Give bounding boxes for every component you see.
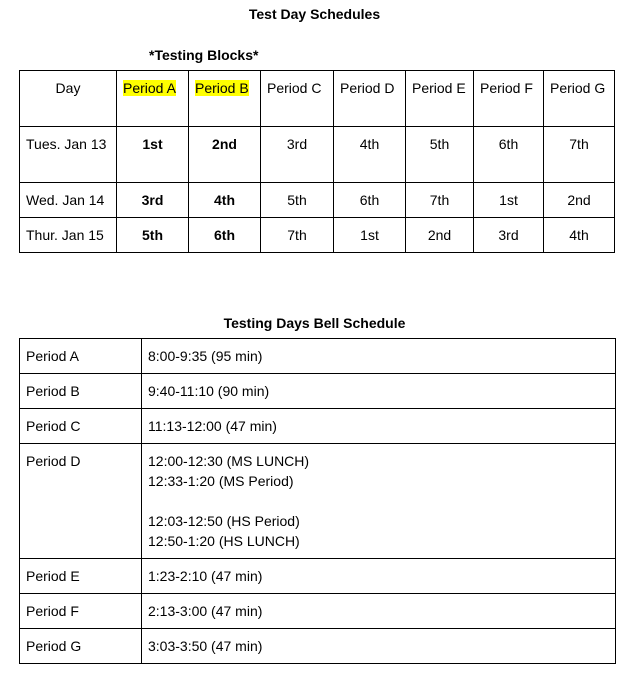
cell: 2nd — [406, 218, 474, 253]
cell: 6th — [334, 183, 406, 218]
table-row — [20, 559, 616, 594]
day-cell: Tues. Jan 13 — [20, 127, 117, 183]
testing-blocks-table — [19, 70, 615, 253]
table-row — [20, 374, 616, 409]
table-row — [20, 183, 615, 218]
time-cell — [142, 444, 616, 559]
time-cell: 3:03-3:50 (47 min) — [142, 629, 616, 664]
cell: 4th — [334, 127, 406, 183]
table-row — [20, 409, 616, 444]
cell: 1st — [117, 127, 189, 183]
table-row — [20, 594, 616, 629]
cell: 6th — [189, 218, 261, 253]
cell: 4th — [189, 183, 261, 218]
cell: 3rd — [261, 127, 334, 183]
table-row — [20, 218, 615, 253]
line-gap — [148, 491, 609, 511]
period-cell: Period F — [20, 594, 142, 629]
period-cell: Period G — [20, 629, 142, 664]
cell: 1st — [334, 218, 406, 253]
header-day — [20, 71, 117, 127]
header-period-c: Period C — [261, 71, 334, 127]
testing-blocks-subtitle: *Testing Blocks* — [149, 47, 259, 63]
header-day-label: Day — [55, 80, 81, 96]
table-header-row — [20, 71, 615, 127]
table-row — [20, 339, 616, 374]
period-cell: Period D — [20, 444, 142, 559]
period-cell: Period B — [20, 374, 142, 409]
cell: 5th — [117, 218, 189, 253]
cell: 7th — [406, 183, 474, 218]
table-row — [20, 127, 615, 183]
cell: 4th — [544, 218, 615, 253]
page-title: Test Day Schedules — [248, 6, 381, 22]
cell: 1st — [474, 183, 544, 218]
header-period-f: Period F — [474, 71, 544, 127]
bell-schedule-title: Testing Days Bell Schedule — [223, 315, 406, 331]
cell: 7th — [544, 127, 615, 183]
header-period-b — [189, 71, 261, 127]
cell: 3rd — [474, 218, 544, 253]
cell: 2nd — [544, 183, 615, 218]
cell: 5th — [406, 127, 474, 183]
cell: 5th — [261, 183, 334, 218]
header-period-b-label: Period B — [195, 80, 249, 96]
period-cell: Period E — [20, 559, 142, 594]
header-period-g: Period G — [544, 71, 615, 127]
time-line: 12:50-1:20 (HS LUNCH) — [148, 533, 300, 549]
cell: 3rd — [117, 183, 189, 218]
table-row — [20, 444, 616, 559]
time-line: 12:03-12:50 (HS Period) — [148, 513, 300, 529]
period-cell: Period C — [20, 409, 142, 444]
cell: 2nd — [189, 127, 261, 183]
day-cell: Thur. Jan 15 — [20, 218, 117, 253]
cell: 7th — [261, 218, 334, 253]
cell: 6th — [474, 127, 544, 183]
time-line: 12:33-1:20 (MS Period) — [148, 473, 294, 489]
time-cell: 8:00-9:35 (95 min) — [142, 339, 616, 374]
time-cell: 9:40-11:10 (90 min) — [142, 374, 616, 409]
time-cell: 2:13-3:00 (47 min) — [142, 594, 616, 629]
time-cell: 11:13-12:00 (47 min) — [142, 409, 616, 444]
time-cell: 1:23-2:10 (47 min) — [142, 559, 616, 594]
time-line: 12:00-12:30 (MS LUNCH) — [148, 453, 310, 469]
header-period-a — [117, 71, 189, 127]
day-cell: Wed. Jan 14 — [20, 183, 117, 218]
bell-schedule-table — [19, 338, 616, 664]
period-cell: Period A — [20, 339, 142, 374]
table-row — [20, 629, 616, 664]
header-period-d: Period D — [334, 71, 406, 127]
header-period-e: Period E — [406, 71, 474, 127]
header-period-a-label: Period A — [123, 80, 176, 96]
